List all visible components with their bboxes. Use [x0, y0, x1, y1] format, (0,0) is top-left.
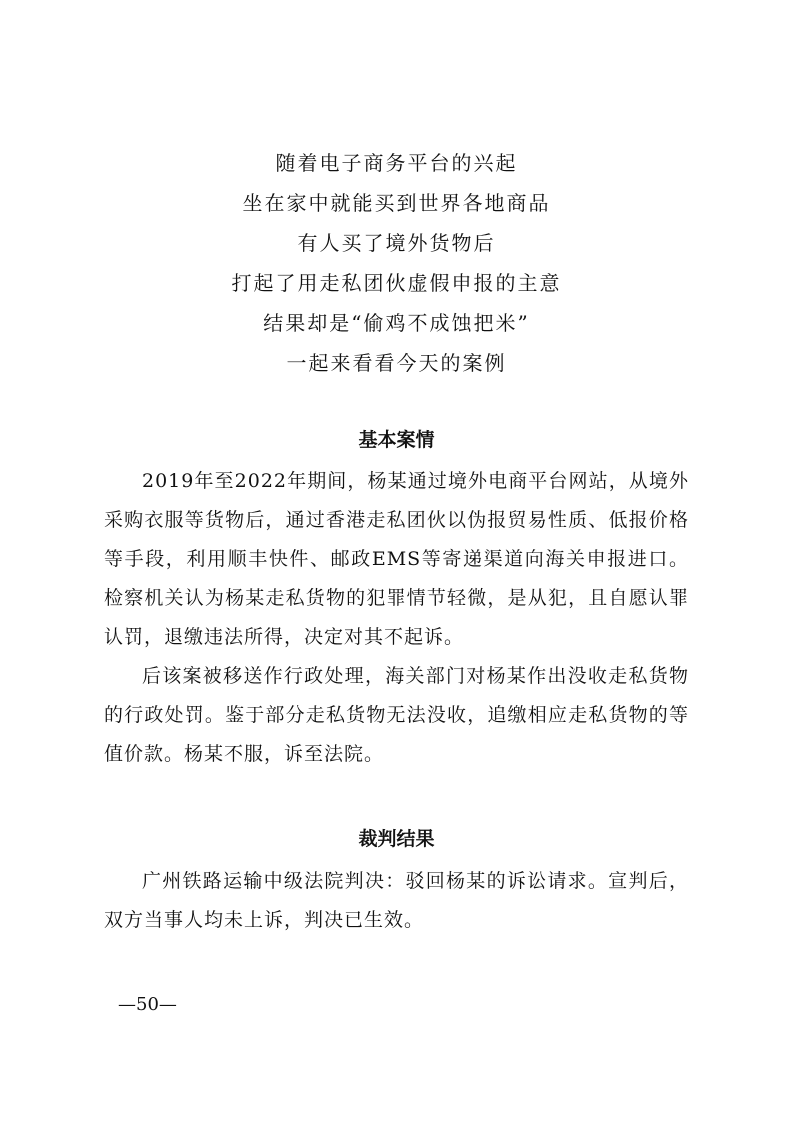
paragraph: 广州铁路运输中级法院判决：驳回杨某的诉讼请求。宣判后，双方当事人均未上诉，判决已生效。: [104, 870, 689, 931]
section-body-basic-facts: [104, 462, 689, 774]
section-heading-basic-facts: 基本案情: [358, 429, 435, 451]
paragraph: 2019年至2022年期间，杨某通过境外电商平台网站，从境外采购衣服等货物后，通过香港走私团伙以伪报贸易性质、低报价格等手段，利用顺丰快件、邮政EMS等寄递渠道向海关申报进口。检察机关认为杨某走私货物的犯罪情节轻微，是从犯，且自愿认罪认罚，退缴违法所得，决定对其不起诉。: [104, 470, 689, 648]
page-number: —50—: [118, 994, 177, 1015]
paragraph: 后该案被移送作行政处理，海关部门对杨某作出没收走私货物的行政处罚。鉴于部分走私货物无法没收，追缴相应走私货物的等值价款。杨某不服，诉至法院。: [104, 665, 689, 765]
poem-line: 有人买了境外货物后: [297, 231, 496, 255]
poem-line: 随着电子商务平台的兴起: [275, 151, 518, 175]
poem-line: 一起来看看今天的案例: [286, 351, 507, 375]
section-heading-judgment-result: 裁判结果: [358, 828, 435, 850]
section-body-judgment-result: [104, 862, 689, 940]
poem-line: 坐在家中就能买到世界各地商品: [242, 191, 551, 215]
poem-line: 打起了用走私团伙虚假申报的主意: [231, 271, 562, 295]
intro-poem: [0, 143, 793, 383]
poem-line: 结果却是“偷鸡不成蚀把米”: [263, 311, 530, 335]
